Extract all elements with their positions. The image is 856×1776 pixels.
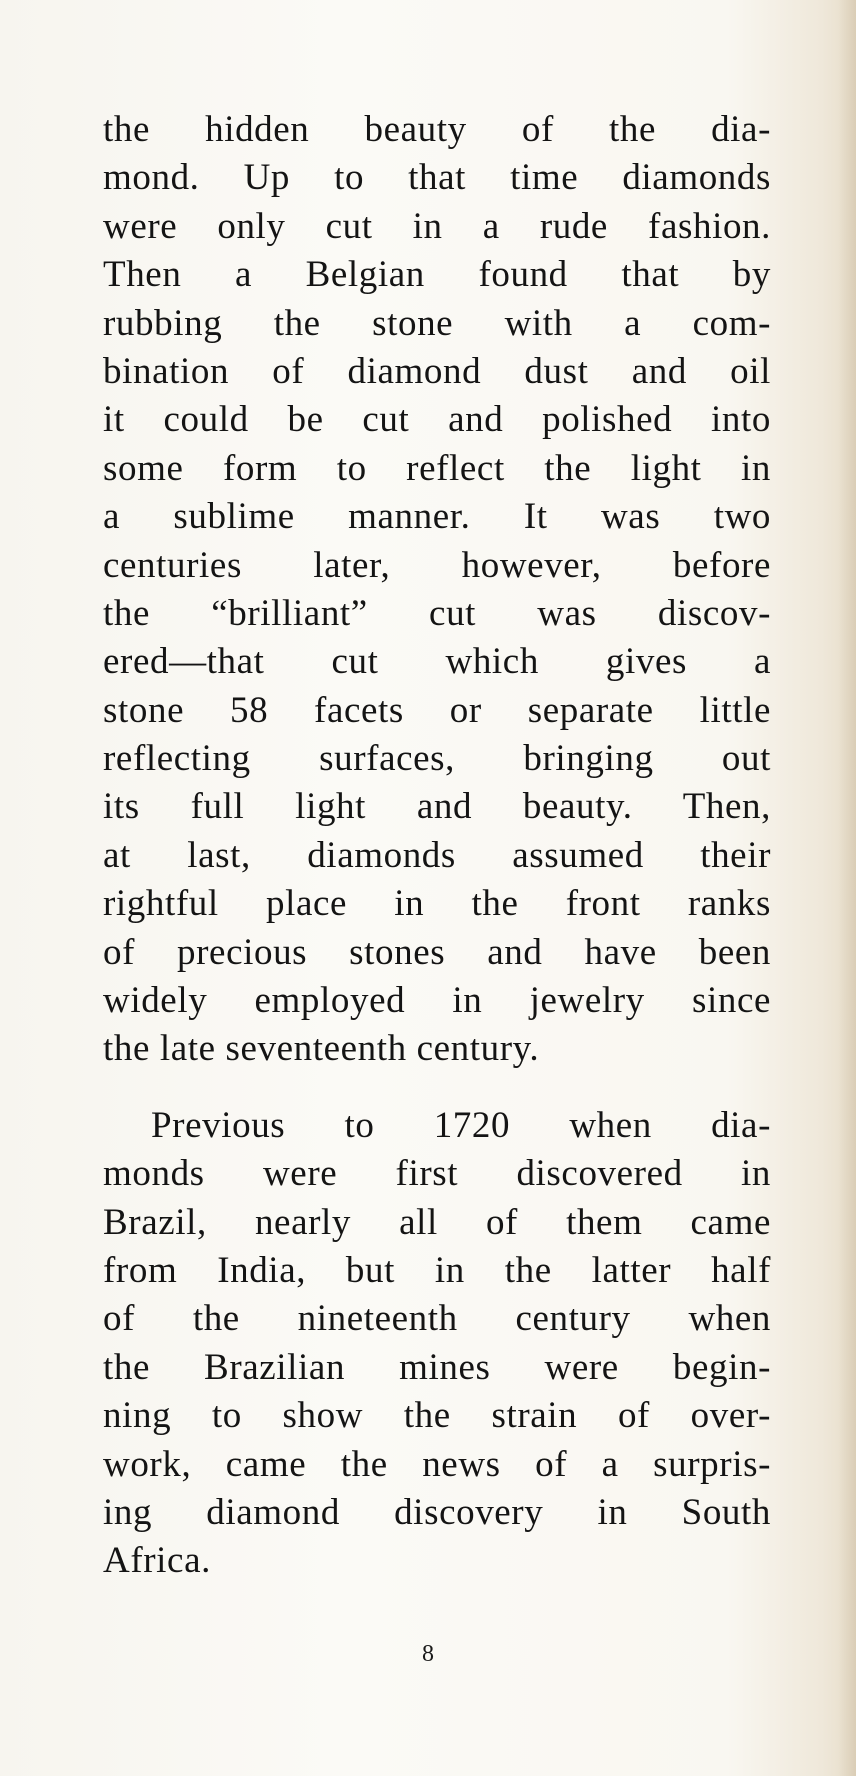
- text-line: the hidden beauty of the dia-: [103, 109, 771, 150]
- page-number: 8: [422, 1641, 434, 1667]
- text-line: some form to reflect the light in: [103, 447, 771, 489]
- paragraph-2: [103, 1102, 771, 1586]
- text-line: of precious stones and have been: [103, 931, 771, 973]
- text-line: Previous to 1720 when dia-: [151, 1104, 771, 1146]
- text-line: ning to show the strain of over-: [103, 1395, 771, 1437]
- text-line: it could be cut and polished into: [103, 399, 771, 441]
- text-line: Brazil, nearly all of them came: [103, 1201, 771, 1243]
- text-line: its full light and beauty. Then,: [103, 786, 771, 828]
- text-line: bination of diamond dust and oil: [103, 350, 771, 392]
- paragraph-1: [103, 106, 771, 1074]
- text-line: stone 58 facets or separate little: [103, 689, 771, 731]
- text-line: widely employed in jewelry since: [103, 980, 771, 1022]
- text-line: rightful place in the front ranks: [103, 883, 771, 925]
- text-line: from India, but in the latter half: [103, 1249, 771, 1291]
- text-line: centuries later, however, before: [103, 544, 771, 586]
- text-line: were only cut in a rude fashion.: [103, 205, 771, 247]
- text-line: at last, diamonds assumed their: [103, 834, 771, 876]
- text-line: monds were first discovered in: [103, 1153, 771, 1195]
- text-line: rubbing the stone with a com-: [103, 302, 771, 344]
- page-edge-shadow: [838, 0, 856, 1776]
- text-line: the Brazilian mines were begin-: [103, 1346, 771, 1388]
- text-line: Africa.: [103, 1540, 211, 1582]
- text-line: mond. Up to that time diamonds: [103, 157, 771, 199]
- paragraph-spacer: [103, 1074, 771, 1102]
- text-line: the late seventeenth century.: [103, 1028, 540, 1070]
- text-line: work, came the news of a surpris-: [103, 1443, 771, 1485]
- text-line: the “brilliant” cut was discov-: [103, 592, 771, 634]
- text-line: of the nineteenth century when: [103, 1298, 771, 1340]
- body-text: [103, 106, 771, 1586]
- text-line: reflecting surfaces, bringing out: [103, 738, 771, 780]
- text-line: ered—that cut which gives a: [103, 641, 771, 683]
- text-line: ing diamond discovery in South: [103, 1491, 771, 1533]
- text-line: a sublime manner. It was two: [103, 496, 771, 538]
- text-line: Then a Belgian found that by: [103, 254, 771, 296]
